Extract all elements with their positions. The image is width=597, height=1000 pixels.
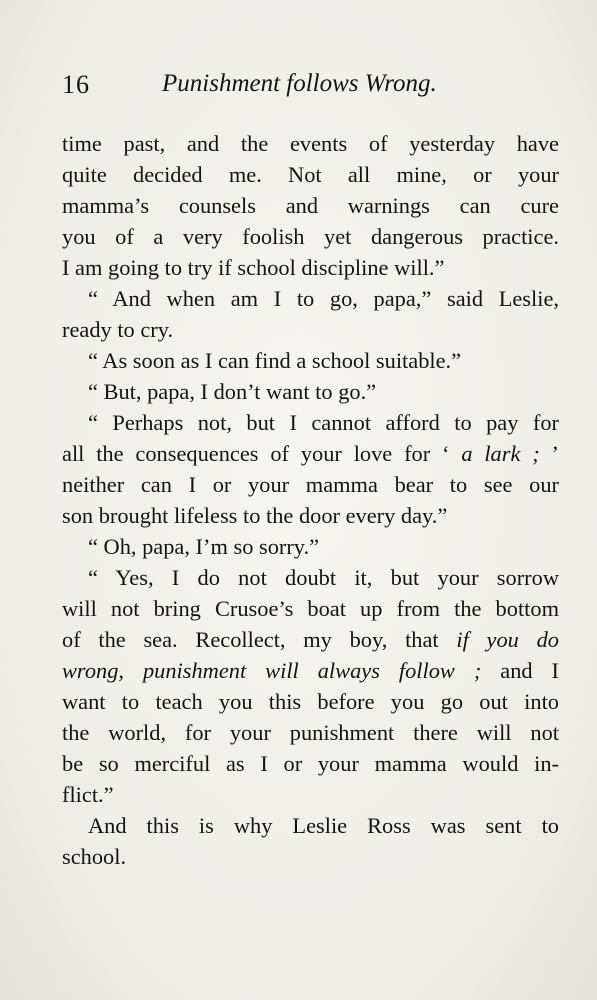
italic-span: if you do	[456, 627, 559, 652]
text-line: will not bring Crusoe’s boat up from the bottom	[62, 596, 559, 621]
text-line	[62, 438, 559, 469]
text-line: “ And when am I to go, papa,” said Leslie,	[88, 286, 559, 311]
text-line	[62, 655, 559, 686]
text-line: “ Perhaps not, but I cannot afford to pay for	[88, 410, 559, 435]
text-span: and I	[481, 658, 560, 683]
text-line: flict.”	[62, 782, 114, 807]
text-line: ready to cry.	[62, 317, 174, 342]
italic-span: a lark ;	[461, 441, 540, 466]
text-line: school.	[62, 844, 127, 869]
page-number: 16	[62, 70, 90, 99]
text-span: all the consequences of your love for ‘	[62, 441, 462, 466]
text-line: “ Yes, I do not doubt it, but your sorrow	[88, 565, 559, 590]
text-line	[62, 624, 559, 655]
text-line: neither can I or your mamma bear to see our	[62, 472, 559, 497]
text-line: time past, and the events of yesterday have	[62, 131, 559, 156]
text-line: “ Oh, papa, I’m so sorry.”	[88, 534, 320, 559]
text-line: you of a very foolish yet dangerous practice.	[62, 224, 559, 249]
text-span: of the sea. Recollect, my boy, that	[62, 627, 457, 652]
body-text	[62, 128, 559, 872]
text-line: son brought lifeless to the door every day.”	[62, 503, 448, 528]
text-span: ’	[539, 441, 559, 466]
page-header	[62, 70, 542, 106]
text-line: the world, for your punishment there will not	[62, 720, 559, 745]
text-line: And this is why Leslie Ross was sent to	[88, 813, 559, 838]
text-line: “ As soon as I can find a school suitable.”	[88, 348, 462, 373]
running-title: Punishment follows Wrong.	[162, 70, 437, 97]
text-line: quite decided me. Not all mine, or your	[62, 162, 559, 187]
text-line: be so merciful as I or your mamma would in-	[62, 751, 559, 776]
text-line: want to teach you this before you go out into	[62, 689, 559, 714]
text-line: “ But, papa, I don’t want to go.”	[88, 379, 377, 404]
italic-span: wrong, punishment will always follow ;	[62, 658, 482, 683]
text-line: mamma’s counsels and warnings can cure	[62, 193, 559, 218]
text-line: I am going to try if school discipline will.”	[62, 255, 445, 280]
